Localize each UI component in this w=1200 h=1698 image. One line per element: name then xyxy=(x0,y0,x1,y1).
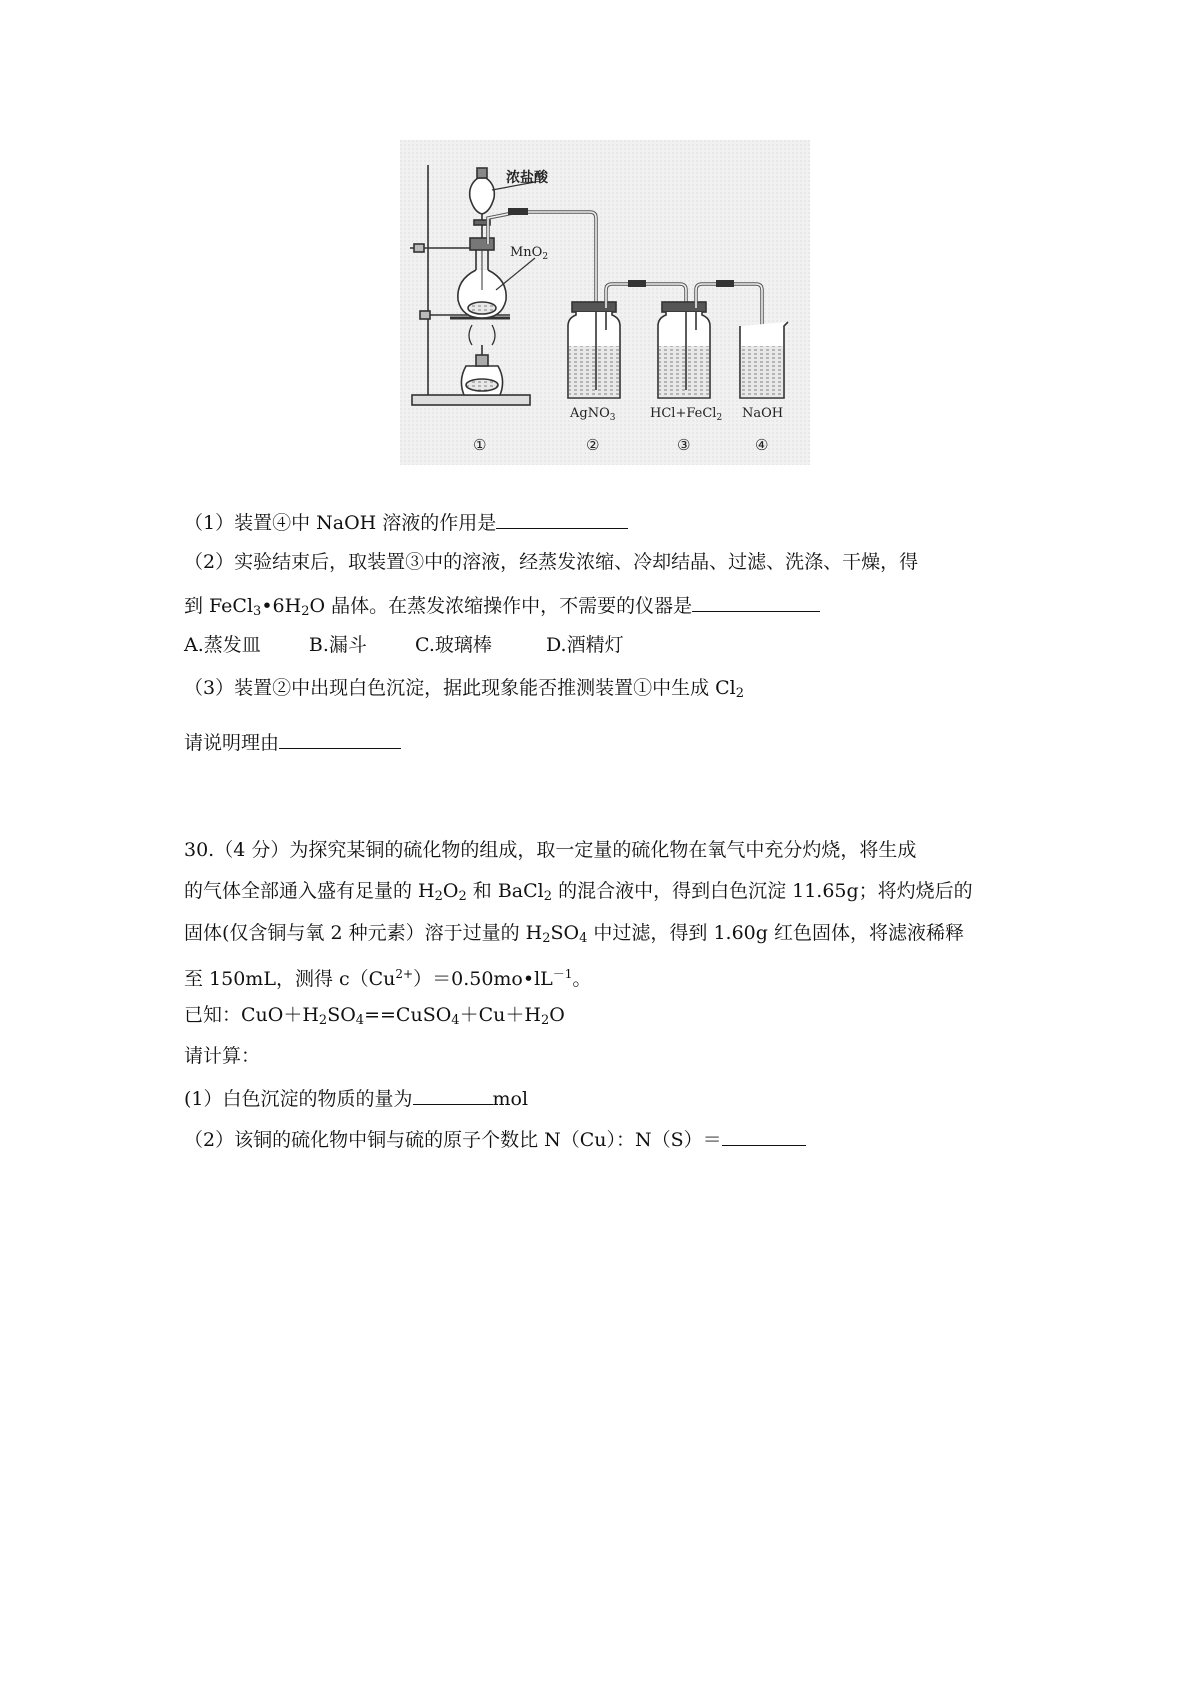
label-concentrated-hcl: 浓盐酸 xyxy=(506,170,548,186)
superscript: －1 xyxy=(552,967,573,981)
q30-calc-label: 请计算： xyxy=(184,1045,261,1067)
q30-sub2 xyxy=(184,1125,806,1153)
label-naoh: NaOH xyxy=(742,406,784,421)
answer-blank xyxy=(413,1084,493,1105)
q29-part1 xyxy=(184,508,628,536)
text-segment: 已知：CuO＋H xyxy=(184,1004,319,1026)
answer-blank xyxy=(279,728,401,749)
subscript: 2 xyxy=(543,889,553,904)
bottle3-stopper xyxy=(662,302,706,312)
text-segment: 和 BaCl xyxy=(466,880,544,902)
text-segment: (1）白色沉淀的物质的量为 xyxy=(184,1088,413,1110)
q30-line2 xyxy=(184,878,973,910)
subscript: 4 xyxy=(451,1013,460,1028)
text-segment: 的混合液中，得到白色沉淀 11.65g；将灼烧后的 xyxy=(552,880,973,902)
label-hcl-fecl2: HCl+FeCl$_2$ xyxy=(650,406,723,423)
q30-line4 xyxy=(184,961,591,992)
option-c: C.玻璃棒 xyxy=(414,634,492,656)
subscript: 2 xyxy=(318,1013,328,1028)
label-device-4: ④ xyxy=(755,436,769,454)
answer-blank xyxy=(692,591,820,612)
text-segment: O xyxy=(442,880,459,902)
superscript: 2+ xyxy=(395,967,414,981)
subscript: 2 xyxy=(540,1013,550,1028)
q30-known-equation xyxy=(184,1002,565,1034)
subscript: 2 xyxy=(458,889,467,904)
text-segment: 至 150mL，测得 c（Cu xyxy=(184,968,396,990)
subscript: 3 xyxy=(253,604,262,619)
flask-stopper xyxy=(470,238,494,250)
q29-part3-reason xyxy=(184,728,401,756)
option-b: B.漏斗 xyxy=(308,634,367,656)
apparatus-diagram xyxy=(400,140,810,465)
text-segment: 。 xyxy=(572,968,592,990)
label-device-1: ① xyxy=(473,436,487,454)
q29-part2-line1: （2）实验结束后，取装置③中的溶液，经蒸发浓缩、冷却结晶、过滤、洗涤、干燥，得 xyxy=(184,551,919,573)
text-segment: O xyxy=(549,1004,565,1026)
q30-line3 xyxy=(184,920,964,952)
subscript: 2 xyxy=(542,931,551,946)
text-segment: （2）该铜的硫化物中铜与硫的原子个数比 N（Cu）：N（S）＝ xyxy=(184,1129,722,1151)
stand-base xyxy=(412,395,530,405)
label-device-3: ③ xyxy=(677,436,691,454)
text-segment: mol xyxy=(492,1088,529,1110)
text-segment: ==CuSO xyxy=(364,1004,452,1026)
subscript: 2 xyxy=(735,686,745,701)
answer-blank xyxy=(496,508,628,529)
subscript: 4 xyxy=(355,1013,365,1028)
subscript: 4 xyxy=(579,931,588,946)
subscript: 2 xyxy=(434,889,443,904)
q29-options xyxy=(184,632,624,658)
text-segment: •6H xyxy=(261,595,302,617)
text-segment: SO xyxy=(550,922,580,944)
text-segment: 中过滤，得到 1.60g 红色固体，将滤液稀释 xyxy=(587,922,964,944)
q29-part3 xyxy=(184,675,744,707)
text-segment: 请说明理由 xyxy=(184,732,280,754)
text-segment: ）＝0.50mo•lL xyxy=(413,968,553,990)
q29-part2-line2 xyxy=(184,591,820,625)
text-segment: 到 FeCl xyxy=(184,595,254,617)
label-agno3: AgNO$_3$ xyxy=(570,406,616,423)
bottle2-stopper xyxy=(572,302,616,312)
text-segment: （3）装置②中出现白色沉淀，据此现象能否推测装置①中生成 Cl xyxy=(184,677,736,699)
text-segment: O 晶体。在蒸发浓缩操作中，不需要的仪器是 xyxy=(309,595,693,617)
text-segment: ＋Cu＋H xyxy=(459,1004,541,1026)
option-d: D.酒精灯 xyxy=(545,634,624,656)
subscript: 2 xyxy=(301,604,310,619)
q30-line1: 30.（4 分）为探究某铜的硫化物的组成，取一定量的硫化物在氧气中充分灼烧，将生成 xyxy=(184,839,917,861)
text-segment: 的气体全部通入盛有足量的 H xyxy=(184,880,435,902)
label-device-2: ② xyxy=(586,436,600,454)
answer-blank xyxy=(722,1125,806,1146)
option-a: A.蒸发皿 xyxy=(184,634,261,656)
apparatus-figure xyxy=(400,140,810,465)
q30-sub1 xyxy=(184,1084,528,1112)
text-segment: SO xyxy=(327,1004,356,1026)
label-mno2: MnO$_2$ xyxy=(510,245,549,262)
q29-part1-text: （1）装置④中 NaOH 溶液的作用是 xyxy=(184,512,497,534)
text-segment: 固体(仅含铜与氧 2 种元素）溶于过量的 H xyxy=(184,922,543,944)
